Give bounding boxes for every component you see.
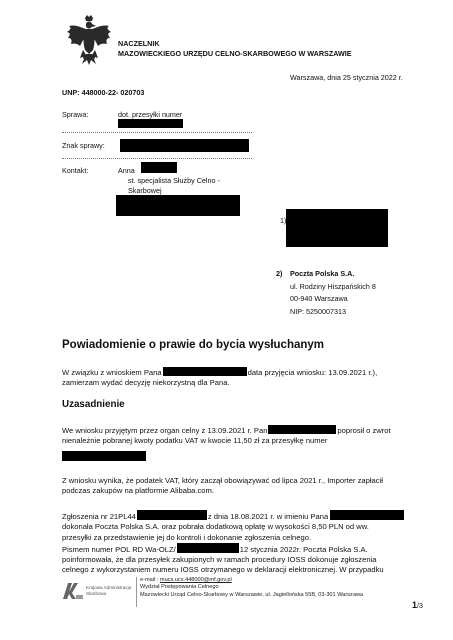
page-total: /3 (417, 603, 423, 610)
para1-text-a: We wniosku przyjętym przez organ celny z 13.09.2021 r. Pan (62, 426, 268, 435)
redaction-block (141, 162, 177, 173)
para2-line-2: podczas zakupów na platformie Alibaba.com. (62, 486, 214, 496)
redaction-block (268, 425, 336, 434)
justification-paragraph-3 (62, 510, 402, 576)
kontakt-role-line1: st. specjalista Służby Celno - (128, 176, 220, 185)
kontakt-label: Kontakt: (62, 166, 89, 175)
intro-text-a: W związku z wnioskiem Pana (62, 368, 162, 377)
redaction-block (163, 367, 247, 376)
recipient-1-number: 1) (280, 216, 287, 225)
para3-line-2: dokonała Poczta Polska S.A. oraz pobrała dodatkową opłatę w wysokości 8,50 PLN od ww. (62, 522, 369, 532)
office-title-line1: NACZELNIK (118, 39, 160, 48)
notice-heading: Powiadomienie o prawie do bycia wysłuchanym (62, 339, 325, 351)
redaction-block (286, 209, 388, 247)
para3-text-c: Pismem numer POL RD Wa-OLZ/ (62, 544, 176, 554)
sprawa-value: dot. przesyłki numer (118, 110, 183, 119)
recipient-2-street: ul. Rodziny Hiszpańskich 8 (290, 282, 376, 291)
redaction-block (330, 510, 404, 520)
intro-text-b: data przyjęcia wniosku: 13.09.2021 r.), (247, 368, 378, 377)
sprawa-label: Sprawa: (62, 110, 89, 119)
para2-line-1: Z wniosku wynika, że podatek VAT, który zaczął obowiązywać od lipca 2021 r., Importer zapłacił (62, 476, 383, 485)
justification-paragraph-1 (62, 425, 402, 447)
redaction-block (177, 543, 239, 553)
kontakt-name: Anna (118, 166, 135, 175)
divider (62, 158, 252, 159)
redaction-block (62, 451, 146, 461)
redaction-block (116, 195, 240, 216)
redaction-block (120, 139, 249, 152)
justification-paragraph-2 (62, 476, 402, 497)
page-number (412, 600, 423, 610)
para3-line-3: przesyłki za przedstawienie jej do kontroli i dokonanie zgłoszenia celnego. (62, 532, 312, 542)
kontakt-role-line2: Skarbowej (128, 186, 162, 195)
eagle-emblem-icon (66, 14, 112, 66)
footer-address: Mazowiecki Urząd Celno-Skarbowy w Warszawie, ul. Jagiellońska 55B, 03-301 Warszawa (140, 591, 364, 598)
redaction-block (118, 119, 183, 128)
office-title-line2: MAZOWIECKIEGO URZĘDU CELNO-SKARBOWEGO W WARSZAWIE (118, 48, 352, 58)
recipient-2-nip: NIP: 5250007313 (290, 307, 346, 316)
recipient-2-name: Poczta Polska S.A. (290, 269, 355, 278)
znak-sprawy-label: Znak sprawy: (62, 141, 105, 150)
para3-line-6: celnego z wykorzystaniem numeru IOSS otrzymanego w deklaracji elektronicznej. W przypadku (62, 565, 384, 575)
para3-text-a: Zgłoszenia nr 21PL44 (62, 512, 136, 521)
para1-text-b: poprosił o zwrot (337, 426, 391, 435)
footer-contact (140, 577, 363, 599)
para3-text-d: 12 stycznia 2022r. Poczta Polska S.A. (239, 544, 368, 554)
kas-logo-text (86, 585, 131, 596)
justification-heading: Uzasadnienie (62, 399, 125, 410)
kas-logo-line1: Krajowa Administracja (86, 585, 132, 590)
divider (62, 132, 252, 133)
kas-logo-line2: Skarbowa (86, 590, 107, 596)
place-date: Warszawa, dnia 25 stycznia 2022 r. (290, 73, 403, 82)
para3-text-b: z dnia 18.08.2021 r. w imieniu Pana (207, 512, 329, 521)
redaction-block (137, 510, 207, 520)
page-current: 1 (412, 600, 418, 610)
footer-department: Wydział Postępowania Celnego (140, 584, 219, 591)
intro-line-2: zamierzam wydać decyzję niekorzystną dla Pana. (62, 378, 230, 388)
email-prefix: e-mail : (140, 577, 160, 583)
kas-logo-icon (62, 581, 84, 601)
recipient-2-number: 2) (276, 269, 283, 278)
unp-number: UNP: 448000-22- 020703 (62, 88, 145, 97)
email-link[interactable]: mucs.ucs.448000@mf.gov.pl (159, 577, 232, 583)
intro-paragraph (62, 367, 402, 389)
footer-divider (136, 577, 137, 607)
para3-line-5: poinformowała, że dla przesyłek zakupionych w ramach procedury IOSS dokonuje zgłoszenia (62, 555, 377, 564)
para1-line-2: nienależnie pobranej kwoty podatku VAT w kwocie 11,50 zł za przesyłkę numer (62, 436, 328, 446)
recipient-2-city: 00-940 Warszawa (290, 294, 348, 303)
page-footer (62, 577, 422, 617)
office-title (118, 39, 352, 58)
